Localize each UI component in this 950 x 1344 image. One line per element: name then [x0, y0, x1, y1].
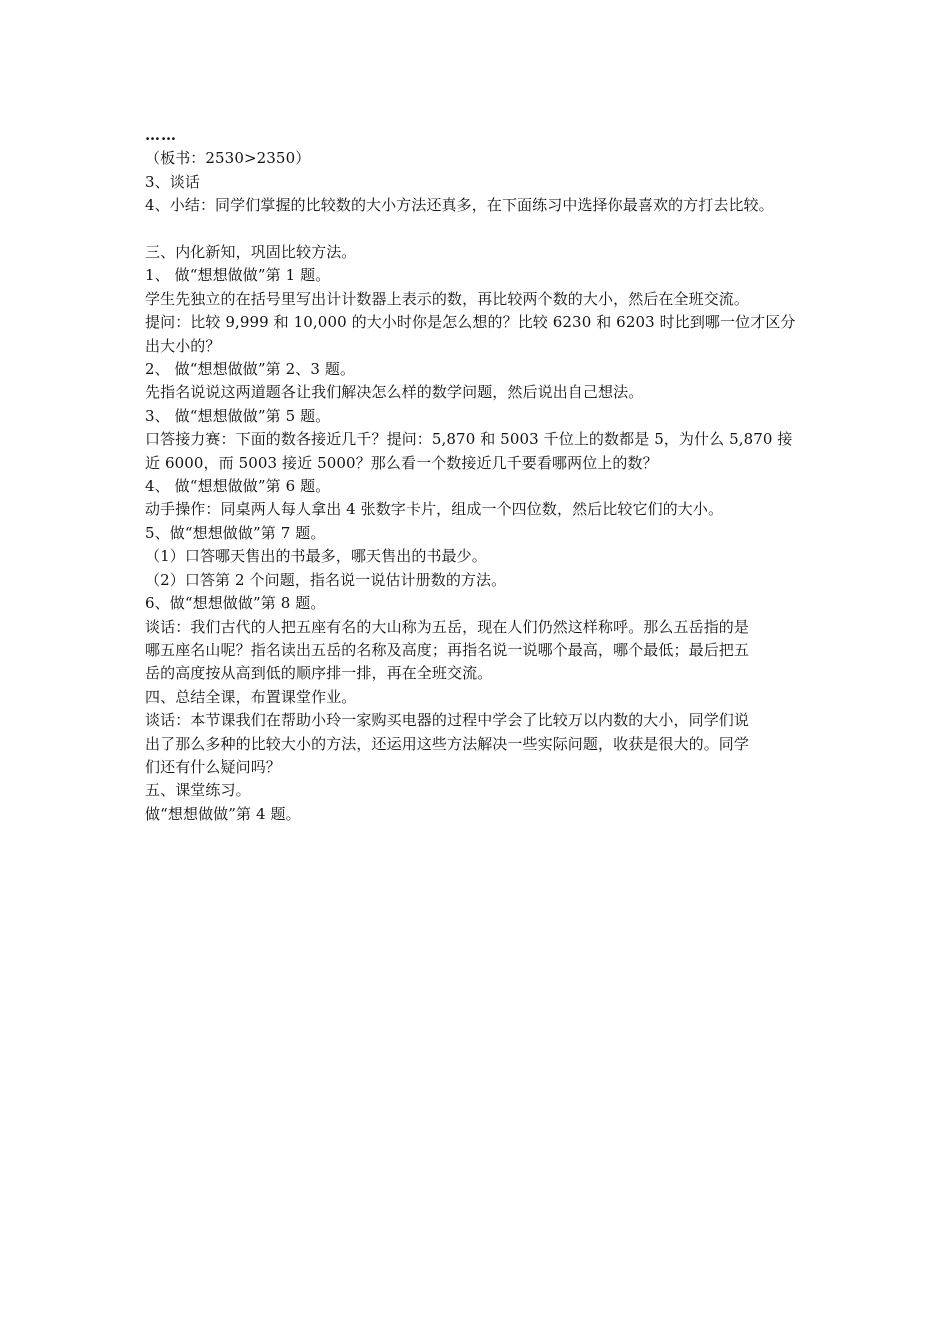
- exercise-1-text: 学生先独立的在括号里写出计计数器上表示的数，再比较两个数的大小，然后在全班交流。: [145, 289, 750, 308]
- summary-text-1: 谈话：本节课我们在帮助小玲一家购买电器的过程中学会了比较万以内数的大小，同学们说: [145, 711, 750, 730]
- step-summary: 4、小结：同学们掌握的比较数的大小方法还真多，在下面练习中选择你最喜欢的方打去比较。: [145, 196, 774, 215]
- exercise-5-title: 5、做“想想做做”第 7 题。: [145, 523, 326, 542]
- exercise-5-item-2: （2）口答第 2 个问题，指名说一说估计册数的方法。: [145, 570, 507, 589]
- section-heading-3: 三、内化新知，巩固比较方法。: [145, 243, 357, 262]
- exercise-1-title: 1、 做“想想做做”第 1 题。: [145, 266, 331, 285]
- exercise-3-title: 3、 做“想想做做”第 5 题。: [145, 406, 331, 425]
- step-talk: 3、谈话: [145, 172, 200, 191]
- blackboard-note: （板书：2530>2350）: [145, 149, 311, 168]
- blank-line: [145, 218, 825, 241]
- ellipsis-line: ……: [145, 126, 177, 144]
- exercise-2-text: 先指名说说这两道题各让我们解决怎么样的数学问题，然后说出自己想法。: [145, 383, 644, 402]
- exercise-5-item-1: （1）口答哪天售出的书最多，哪天售出的书最少。: [145, 547, 487, 566]
- exercise-1-question: 提问：比较 9,999 和 10,000 的大小时你是怎么想的？比较 6230 和 6203 时比到哪一位才区分: [145, 313, 796, 332]
- exercise-4-text: 动手操作：同桌两人每人拿出 4 张数字卡片，组成一个四位数，然后比较它们的大小。: [145, 500, 724, 519]
- exercise-3-text: 口答接力赛：下面的数各接近几千？提问：5,870 和 5003 千位上的数都是 5，为什么 5,870 接: [145, 430, 793, 449]
- exercise-3-text-cont: 近 6000，而 5003 接近 5000？那么看一个数接近几千要看哪两位上的数？: [145, 453, 658, 472]
- section-heading-4: 四、总结全课，布置课堂作业。: [145, 687, 357, 706]
- summary-text-3: 们还有什么疑问吗？: [145, 757, 281, 776]
- exercise-6-text-3: 岳的高度按从高到低的顺序排一排，再在全班交流。: [145, 664, 493, 683]
- exercise-6-text-2: 哪五座名山呢？指名读出五岳的名称及高度；再指名说一说哪个最高，哪个最低；最后把五: [145, 640, 750, 659]
- practice-text: 做“想想做做”第 4 题。: [145, 804, 301, 823]
- exercise-2-title: 2、 做“想想做做”第 2、3 题。: [145, 360, 356, 379]
- exercise-1-question-cont: 出大小的？: [145, 336, 221, 355]
- exercise-6-title: 6、做“想想做做”第 8 题。: [145, 594, 326, 613]
- exercise-4-title: 4、 做“想想做做”第 6 题。: [145, 477, 331, 496]
- document-body: [145, 124, 825, 826]
- exercise-6-text-1: 谈话：我们古代的人把五座有名的大山称为五岳，现在人们仍然这样称呼。那么五岳指的是: [145, 617, 750, 636]
- section-heading-5: 五、课堂练习。: [145, 781, 251, 800]
- summary-text-2: 出了那么多种的比较大小的方法，还运用这些方法解决一些实际问题，收获是很大的。同学: [145, 734, 750, 753]
